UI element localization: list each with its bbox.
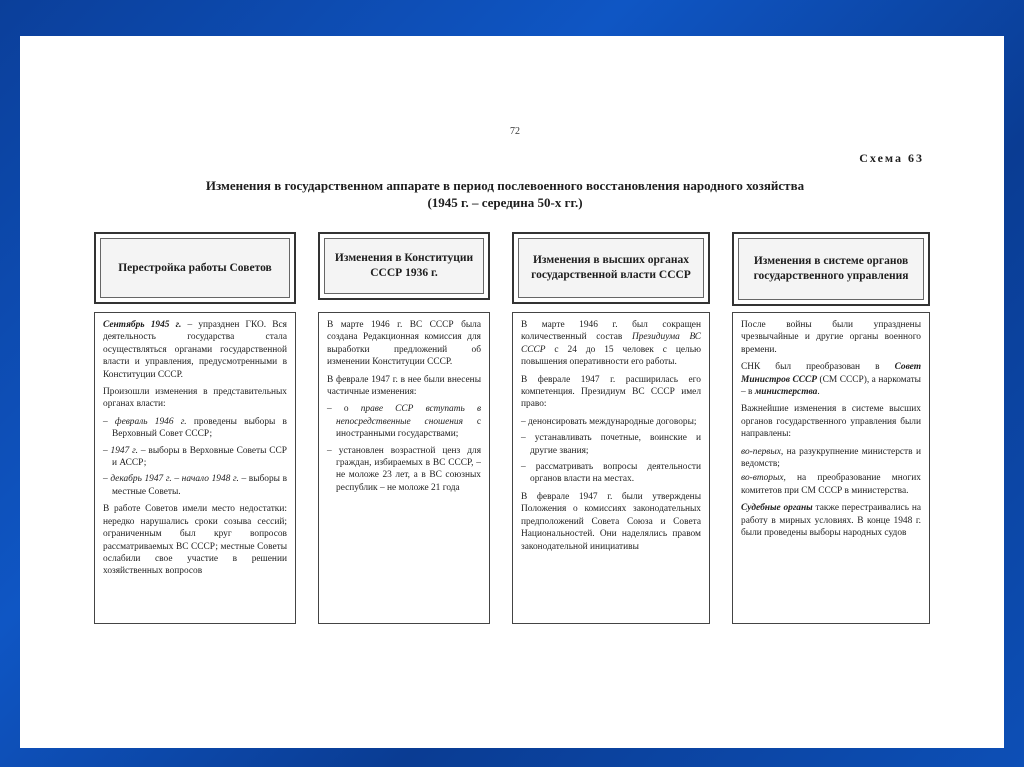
list-item-text: проведены выборы в Верховный Совет СССР; xyxy=(112,416,287,440)
paragraph-emphasis: Совет Министров СССР xyxy=(741,362,921,385)
paragraph-text: на разукрупнение министерств и ведомств; xyxy=(741,446,921,470)
list xyxy=(327,403,481,494)
list-item-text: с иностранными государствами; xyxy=(336,416,481,440)
title-line-1: Изменения в государственном аппарате в период послевоенного восстановления народного хозяйства xyxy=(205,178,805,193)
page-title xyxy=(150,177,860,211)
paragraph: В феврале 1947 г. были утверждены Положения о комиссиях законодательных предположений Совета Союза и Совета Национальностей. Они наделялись правом законодательной инициативы xyxy=(521,491,701,552)
column-heading: Изменения в высших органах государственной власти СССР xyxy=(512,232,710,304)
paragraph: В марте 1946 г. ВС СССР была создана Редакционная комиссия для выработки предложений об изменении Конституции СССР. xyxy=(327,320,481,368)
textbook-page xyxy=(20,36,1004,748)
list-item xyxy=(103,473,287,498)
title-line-2: (1945 г. – середина 50-х гг.) xyxy=(427,195,583,210)
paragraph: Важнейшие изменения в системе высших органов государственного управления были направлены: xyxy=(741,404,921,440)
paragraph-text: с 24 до 15 человек с целью повышения оперативности его работы. xyxy=(521,344,701,368)
paragraph xyxy=(741,446,921,471)
list-item-text: установлен возрастной ценз для граждан, избираемых в ВС СССР, – не моложе 23 лет, а в ВС союзных республик – не моложе 21 года xyxy=(336,445,482,493)
paragraph-text: на преобразование многих комитетов при СМ СССР в министерства. xyxy=(741,473,921,496)
page-number: 72 xyxy=(510,126,520,137)
paragraph: После войны были упразднены чрезвычайные и другие органы военного времени. xyxy=(741,320,921,355)
column-body xyxy=(318,312,490,624)
paragraph-emphasis: министерства xyxy=(754,387,818,398)
list-item-text: – выборы в местные Советы. xyxy=(112,474,288,497)
list xyxy=(521,416,701,486)
paragraph-text: (СМ СССР), а наркоматы – в xyxy=(741,374,921,398)
paragraph-emphasis: Президиума ВС СССР xyxy=(521,332,701,355)
column-body xyxy=(732,312,930,624)
paragraph xyxy=(741,472,921,497)
paragraph xyxy=(741,502,921,539)
paragraph: В работе Советов имели место недостатки: нередко нарушались сроки созыва сессий; ограниченным был круг вопросов рассматриваемых ВС СССР; местные Советы ослабили свое участие в решении хозяйственных вопросов xyxy=(103,504,287,577)
list-item xyxy=(327,445,481,495)
paragraph-text: . xyxy=(817,387,820,398)
column-body xyxy=(512,312,710,624)
list-item xyxy=(327,403,481,440)
list-item-date: 1947 г. xyxy=(110,445,139,456)
paragraph-emphasis: во-вторых, xyxy=(741,473,786,484)
date-highlight: Сентябрь 1945 г. xyxy=(103,320,182,330)
column-body xyxy=(94,312,296,624)
paragraph-emphasis: во-первых, xyxy=(741,446,784,457)
paragraph: Произошли изменения в представительных органах власти: xyxy=(103,387,287,410)
list-item-text: – выборы в Верховные Советы ССР и АССР; xyxy=(112,445,288,469)
scheme-label: Схема 63 xyxy=(859,151,924,165)
list xyxy=(103,416,287,498)
list-item: – рассматривать вопросы деятельности органов власти на местах. xyxy=(521,461,701,486)
list-item-date: декабрь 1947 г. – начало 1948 г. xyxy=(110,474,239,485)
column-heading: Изменения в системе органов государственного управления xyxy=(732,232,930,306)
list-item xyxy=(103,445,287,470)
paragraph-emphasis: Судебные органы xyxy=(741,503,813,514)
paragraph-text: В марте 1946 г. был сокращен количественный состав xyxy=(521,320,701,343)
list-item: – денонсировать международные договоры; xyxy=(521,416,701,428)
column-heading: Перестройка работы Советов xyxy=(94,232,296,304)
slide-frame xyxy=(20,36,1004,748)
list-item xyxy=(103,416,287,441)
list-item-prefix: о xyxy=(343,404,361,415)
paragraph: В феврале 1947 г. расширилась его компетенция. Президиум ВС СССР имел право: xyxy=(521,374,701,410)
list-item-date: февраль 1946 г. xyxy=(114,416,187,427)
list-item: – устанавливать почетные, воинские и другие звания; xyxy=(521,432,701,457)
paragraph: В феврале 1947 г. в нее были внесены частичные изменения: xyxy=(327,374,481,398)
paragraph-text: также перестраивались на работу в мирных условиях. В конце 1948 г. были проведены выборы народных судов xyxy=(741,503,921,539)
list-item-emphasis: праве ССР вступать в непосредственные сношения xyxy=(336,404,482,427)
paragraph xyxy=(741,361,921,398)
paragraph xyxy=(103,319,287,381)
column-heading: Изменения в Конституции СССР 1936 г. xyxy=(318,232,490,300)
paragraph xyxy=(521,319,701,369)
paragraph-text: – упразднен ГКО. Вся деятельность государства стала осуществляться органами государственной власти и управления, предусмотренными в Конституции СССР. xyxy=(103,320,287,380)
paragraph-text: СНК был преобразован в xyxy=(741,362,895,373)
